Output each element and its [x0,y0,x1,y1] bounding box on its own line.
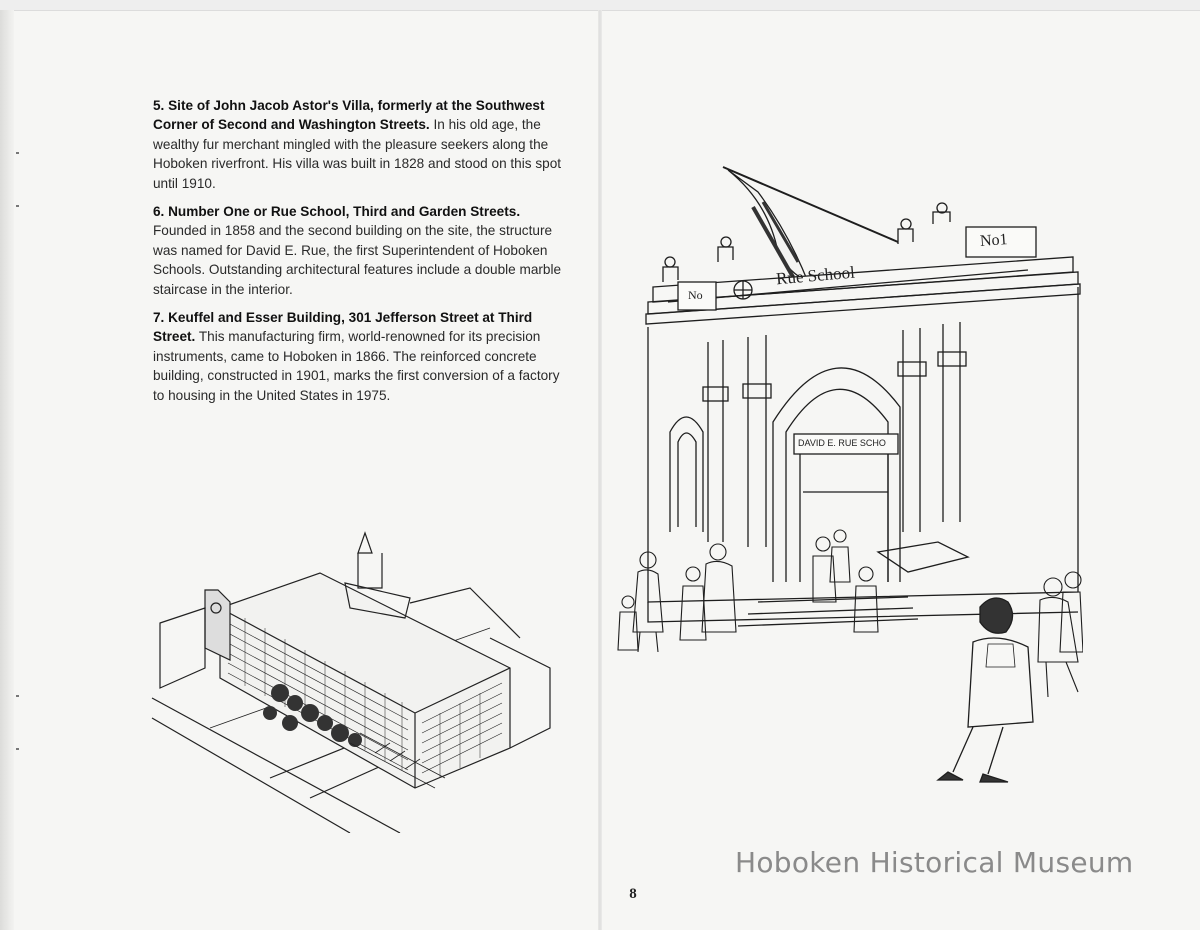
entry-7 [153,308,565,405]
entry-5 [153,96,565,193]
scan-mark [16,152,19,154]
entry-heading: 5. Site of John Jacob Astor's Villa, formerly at the Southwest Corner of Second and Washington Streets. [153,98,545,133]
entries-column [153,96,565,414]
rue-school-illustration [608,162,1083,792]
entry-heading: 6. Number One or Rue School, Third and Garden Streets. [153,204,521,220]
keuffel-esser-illustration [150,528,560,833]
plaque-left: No [688,288,703,302]
plaque-right: No1 [979,231,1009,250]
entry-body: In his old age, the wealthy fur merchant mingled with the pleasure seekers along the Hoboken riverfront. His villa was built in 1828 and stood on this spot until 1910. [153,117,562,191]
scan-mark [16,695,19,697]
frieze-text: Rue School [775,262,856,289]
door-sign: DAVID E. RUE SCHO [798,438,886,448]
page-gutter [598,10,602,930]
entry-body: This manufacturing firm, world-renowned for its precision instruments, came to Hoboken in 1866. The reinforced concrete building, constructed in 1901, marks the first conversion of a factory to housing in the United States in 1975. [153,329,560,403]
scan-mark [16,748,19,750]
entry-heading: 7. Keuffel and Esser Building, 301 Jefferson Street at Third Street. [153,310,533,345]
watermark: Hoboken Historical Museum [735,846,1134,879]
entry-6 [153,202,565,299]
page-left-edge [0,10,14,930]
page-number: 8 [629,886,637,902]
scan-mark [16,205,19,207]
entry-body: Founded in 1858 and the second building on the site, the structure was named for David E. Rue, the first Superintendent of Hoboken Schools. Outstanding architectural features include a double marble staircase in the interior. [153,223,562,297]
